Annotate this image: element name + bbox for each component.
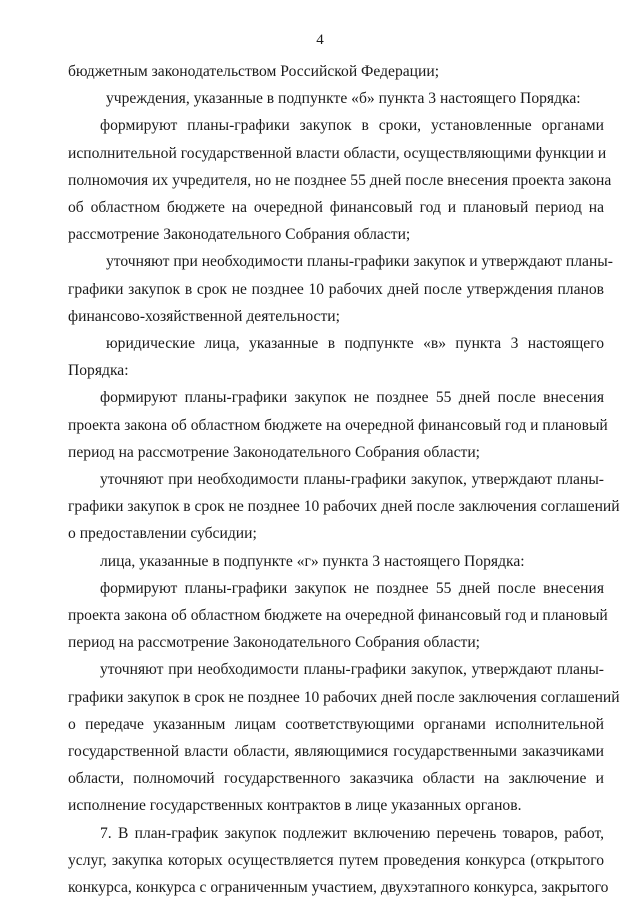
text-line: юридические лица, указанные в подпункте «в» пункта 3 настоящего — [106, 335, 604, 353]
text-line: услуг, закупка которых осуществляется путем проведения конкурса (открытого — [68, 851, 604, 869]
text-line: лица, указанные в подпункте «г» пункта 3 настоящего Порядка: — [100, 552, 525, 570]
text-line: формируют планы-графики закупок не позднее 55 дней после внесения — [100, 579, 604, 597]
text-line: Порядка: — [68, 362, 129, 380]
text-line: графики закупок в срок не позднее 10 рабочих дней после утверждения планов — [68, 280, 604, 298]
text-line: исполнительной государственной власти области, осуществляющими функции и — [68, 144, 607, 162]
text-line: рассмотрение Законодательного Собрания области; — [68, 226, 411, 244]
text-line: 7. В план-график закупок подлежит включению перечень товаров, работ, — [100, 824, 604, 842]
text-line: об областном бюджете на очередной финансовый год и плановый период на — [68, 199, 604, 217]
text-line: уточняют при необходимости планы-графики закупок, утверждают планы- — [100, 471, 604, 489]
page-number: 4 — [316, 32, 324, 48]
text-line: исполнение государственных контрактов в лице указанных органов. — [68, 797, 522, 815]
text-line: конкурса, конкурса с ограниченным участием, двухэтапного конкурса, закрытого — [68, 879, 609, 897]
text-line: формируют планы-графики закупок в сроки, установленные органами — [100, 117, 604, 135]
text-line: графики закупок в срок не позднее 10 рабочих дней после заключения соглашений — [68, 688, 620, 706]
text-line: проекта закона об областном бюджете на очередной финансовый год и плановый — [68, 416, 608, 434]
text-line: период на рассмотрение Законодательного Собрания области; — [68, 634, 481, 652]
text-line: графики закупок в срок не позднее 10 рабочих дней после заключения соглашений — [68, 498, 620, 516]
text-line: формируют планы-графики закупок не позднее 55 дней после внесения — [100, 389, 604, 407]
text-line: финансово-хозяйственной деятельности; — [68, 307, 340, 325]
text-line: бюджетным законодательством Российской Федерации; — [68, 63, 440, 80]
text-line: учреждения, указанные в подпункте «б» пункта 3 настоящего Порядка: — [106, 90, 581, 108]
document-body — [68, 58, 620, 901]
text-line: уточняют при необходимости планы-графики закупок, утверждают планы- — [100, 661, 604, 679]
text-line: области, полномочий государственного заказчика области на заключение и — [68, 770, 604, 788]
text-line: о предоставлении субсидии; — [68, 525, 257, 543]
text-line: период на рассмотрение Законодательного Собрания области; — [68, 443, 481, 461]
text-line: государственной власти области, являющимися государственными заказчиками — [68, 743, 604, 761]
text-line: о передаче указанным лицам соответствующими органами исполнительной — [68, 715, 604, 733]
text-line: полномочия их учредителя, но не позднее 55 дней после внесения проекта закона — [68, 171, 612, 189]
text-line: уточняют при необходимости планы-графики закупок и утверждают планы- — [106, 253, 613, 271]
text-line: проекта закона об областном бюджете на очередной финансовый год и плановый — [68, 607, 608, 625]
